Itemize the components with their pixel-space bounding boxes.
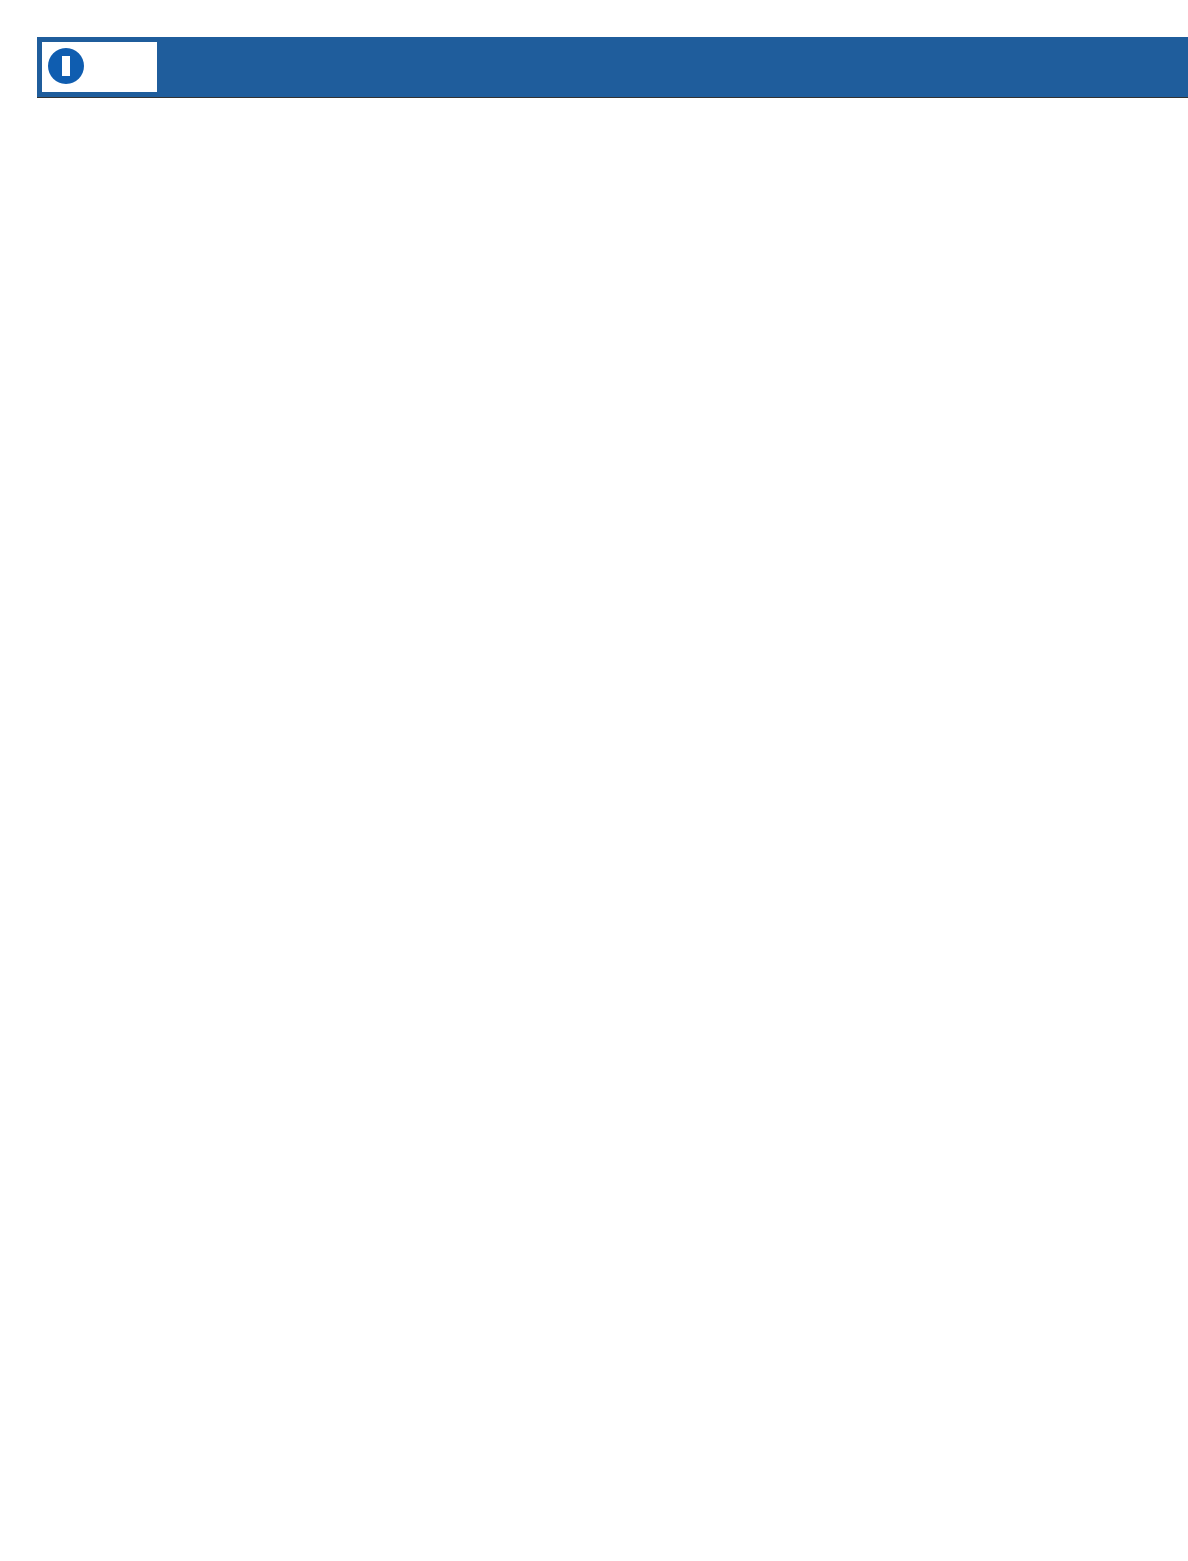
report-sheet xyxy=(37,37,1188,97)
logo-mark-icon xyxy=(48,48,84,84)
disclaimer xyxy=(37,97,1188,99)
report-header xyxy=(37,37,1188,97)
company-logo xyxy=(42,42,157,92)
